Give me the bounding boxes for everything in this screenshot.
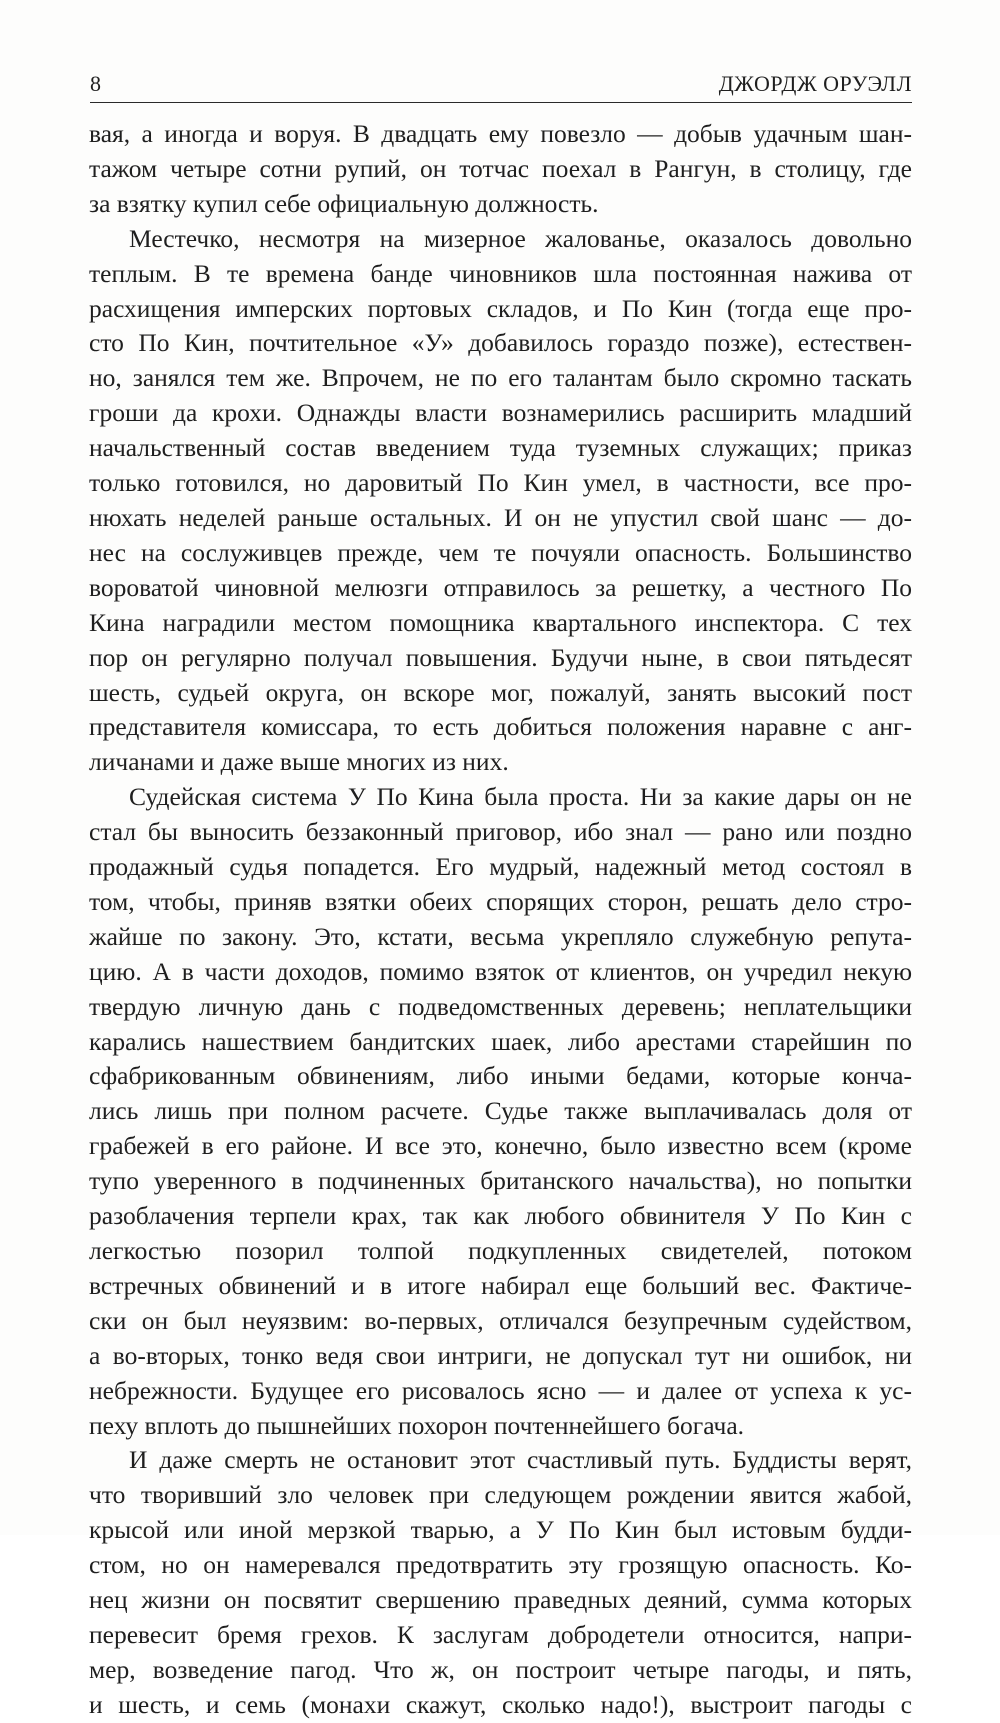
text-line: Кина наградили местом помощника квартального инспектора. С тех — [89, 607, 912, 637]
text-line: мер, возведение пагод. Что ж, он построит четыре пагоды, и пять, — [89, 1654, 912, 1684]
text-line: тупо уверенного в подчиненных британского начальства), но попытки — [89, 1166, 912, 1196]
text-line: гроши да крохи. Однажды власти вознамерились расширить младший — [89, 398, 912, 428]
text-line: карались нашествием бандитских шаек, либо арестами старейшин по — [89, 1026, 912, 1056]
paragraph — [89, 780, 912, 1443]
text-line: крысой или иной мерзкой тварью, а У По Кин был истовым будди- — [89, 1515, 912, 1545]
running-head — [90, 70, 912, 103]
text-line: вороватой чиновной мелюзги отправилось за решетку, а честного По — [89, 572, 912, 602]
text-line: И даже смерть не остановит этот счастливый путь. Буддисты верят, — [129, 1445, 912, 1475]
text-line: только готовился, но даровитый По Кин умел, в частности, все про- — [89, 468, 912, 498]
text-line: Местечко, несмотря на мизерное жалованье, оказалось довольно — [129, 223, 912, 253]
text-line: сфабрикованным обвинениям, либо иными бедами, которые конча- — [89, 1061, 912, 1091]
text-line: а во-вторых, тонко ведя свои интриги, не допускал тут ни ошибок, ни — [89, 1340, 912, 1370]
text-line: ски он был неуязвим: во-первых, отличался безупречным судейством, — [89, 1305, 912, 1335]
text-line: представителя комиссара, то есть добиться положения наравне с анг- — [89, 712, 912, 742]
text-line: жайше по закону. Это, кстати, весьма укрепляло служебную репута- — [89, 921, 912, 951]
paragraph — [89, 1443, 912, 1722]
text-line: легкостью позорил толпой подкупленных свидетелей, потоком — [89, 1236, 912, 1265]
text-line: и шесть, и семь (монахи скажут, сколько надо!), выстроит пагоды с — [89, 1689, 912, 1719]
text-line: нюхать неделей раньше остальных. И он не упустил свой шанс — до- — [89, 502, 912, 532]
text-line: том, чтобы, приняв взятки обеих спорящих сторон, решать дело стро- — [89, 886, 912, 916]
text-line: разоблачения терпели крах, так как любого обвинителя У По Кин с — [89, 1201, 912, 1231]
text-line: но, занялся тем же. Впрочем, не по его талантам было скромно таскать — [89, 363, 912, 393]
text-line: что творивший зло человек при следующем рождении явится жабой, — [89, 1480, 912, 1510]
paragraph — [89, 222, 912, 781]
text-line: вая, а иногда и воруя. В двадцать ему повезло — добыв удачным шан- — [89, 119, 912, 148]
text-line: пор он регулярно получал повышения. Будучи ныне, в свои пятьдесят — [89, 642, 912, 672]
text-line: личанами и даже выше многих из них. — [89, 747, 509, 777]
text-line: стом, но он намеревался предотвратить эту грозящую опасность. Ко- — [89, 1550, 912, 1580]
text-line: грабежей в его районе. И все это, конечно, было известно всем (кроме — [89, 1131, 912, 1161]
text-line: теплым. В те времена банде чиновников шла постоянная нажива от — [89, 258, 912, 288]
text-line: начальственный состав введением туда туземных служащих; приказ — [89, 433, 912, 463]
text-line: цию. А в части доходов, помимо взяток от клиентов, он учредил некую — [89, 956, 912, 986]
text-line: за взятку купил себе официальную должность. — [89, 188, 599, 218]
running-head-author: ДЖОРДЖ ОРУЭЛЛ — [718, 71, 912, 96]
text-line: твердую личную дань с подведомственных деревень; неплательщики — [89, 991, 912, 1021]
text-line: перевесит бремя грехов. К заслугам добродетели относится, напри- — [89, 1619, 912, 1649]
text-line: продажный судья попадется. Его мудрый, надежный метод состоял в — [89, 852, 912, 882]
text-line: встречных обвинений и в итоге набирал еще больший вес. Фактиче- — [89, 1270, 912, 1300]
text-line: Судейская система У По Кина была проста. Ни за какие дары он не — [129, 782, 912, 812]
text-line: нес на сослуживцев прежде, чем те почуяли опасность. Большинство — [89, 537, 912, 567]
paragraph — [89, 117, 912, 222]
text-line: шесть, судьей округа, он вскоре мог, пожалуй, занять высокий пост — [89, 677, 912, 707]
text-line: сто По Кин, почтительное «У» добавилось гораздо позже), естествен- — [89, 328, 912, 358]
text-line: лись лишь при полном расчете. Судье также выплачивалась доля от — [89, 1096, 912, 1126]
text-line: стал бы выносить беззаконный приговор, ибо знал — рано или поздно — [89, 817, 912, 847]
text-line: небрежности. Будущее его рисовалось ясно — и далее от успеха к ус- — [89, 1375, 912, 1405]
text-line: пеху вплоть до пышнейших похорон почтеннейшего богача. — [89, 1410, 745, 1440]
text-line: расхищения имперских портовых складов, и По Кин (тогда еще про- — [89, 293, 912, 323]
text-line: нец жизни он посвятит свершению праведных деяний, сумма которых — [89, 1585, 912, 1615]
body-text — [89, 117, 912, 1723]
page-number: 8 — [90, 71, 102, 96]
text-line: тажом четыре сотни рупий, он тотчас поехал в Рангун, в столицу, где — [89, 153, 912, 183]
